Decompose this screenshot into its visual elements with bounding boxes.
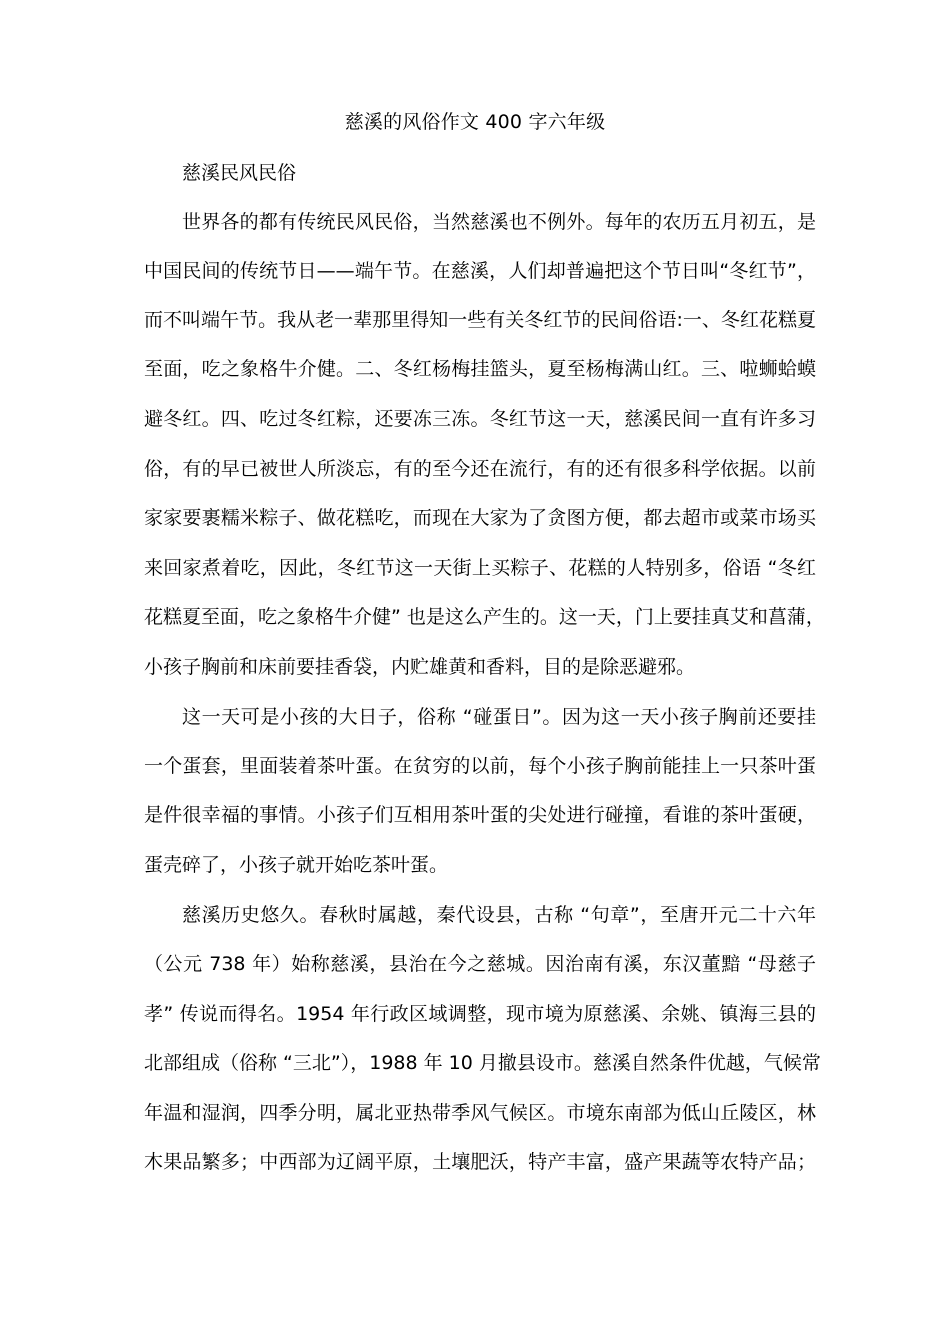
paragraph-1-line-8: 来回家煮着吃，因此，冬红节这一天街上买粽子、花糕的人特别多，俗语 “冬红: [144, 557, 816, 579]
document-subtitle: 慈溪民风民俗: [182, 162, 297, 184]
paragraph-3-line-3: 孝” 传说而得名。1954 年行政区域调整，现市境为原慈溪、余姚、镇海三县的: [144, 1003, 816, 1025]
paragraph-1-line-5: 避冬红。四、吃过冬红粽，还要冻三冻。冬红节这一天，慈溪民间一直有许多习: [144, 408, 816, 430]
paragraph-1-line-10: 小孩子胸前和床前要挂香袋，内贮雄黄和香料，目的是除恶避邪。: [144, 656, 696, 678]
paragraph-3-line-4: 北部组成（俗称 “三北”），1988 年 10 月撤县设市。慈溪自然条件优越，气候常: [144, 1052, 821, 1074]
paragraph-2-line-1: 这一天可是小孩的大日子，俗称 “碰蛋日”。因为这一天小孩子胸前还要挂: [182, 706, 816, 728]
paragraph-1-line-7: 家家要裹糯米粽子、做花糕吃，而现在大家为了贪图方便，都去超市或菜市场买: [144, 507, 816, 529]
paragraph-1-line-4: 至面，吃之象格牛介健。二、冬红杨梅挂篮头，夏至杨梅满山红。三、啦蛳蛤蟆: [144, 358, 816, 380]
paragraph-2-line-3: 是件很幸福的事情。小孩子们互相用茶叶蛋的尖处进行碰撞，看谁的茶叶蛋硬，: [144, 804, 816, 826]
paragraph-2-line-4: 蛋壳碎了，小孩子就开始吃茶叶蛋。: [144, 854, 449, 876]
paragraph-1-line-2: 中国民间的传统节日——端午节。在慈溪，人们却普遍把这个节日叫“冬红节”，: [144, 260, 816, 282]
paragraph-1-line-3: 而不叫端午节。我从老一辈那里得知一些有关冬红节的民间俗语:一、冬红花糕夏: [144, 309, 816, 331]
paragraph-3-line-6: 木果品繁多；中西部为辽阔平原，土壤肥沃，特产丰富，盛产果蔬等农特产品；: [144, 1151, 816, 1173]
paragraph-1-line-1: 世界各的都有传统民风民俗，当然慈溪也不例外。每年的农历五月初五，是: [182, 211, 816, 233]
paragraph-3-line-5: 年温和湿润，四季分明，属北亚热带季风气候区。市境东南部为低山丘陵区，林: [144, 1102, 816, 1124]
paragraph-1-line-6: 俗，有的早已被世人所淡忘，有的至今还在流行，有的还有很多科学依据。以前: [144, 458, 816, 480]
paragraph-3-line-1: 慈溪历史悠久。春秋时属越，秦代设县，古称 “句章”，至唐开元二十六年: [182, 904, 816, 926]
paragraph-3-line-2: （公元 738 年）始称慈溪，县治在今之慈城。因治南有溪，东汉董黯 “母慈子: [144, 953, 816, 975]
paragraph-2-line-2: 一个蛋套，里面装着茶叶蛋。在贫穷的以前，每个小孩子胸前能挂上一只茶叶蛋: [144, 755, 816, 777]
document-title: 慈溪的风俗作文 400 字六年级: [344, 111, 606, 133]
paragraph-1-line-9: 花糕夏至面，吃之象格牛介健” 也是这么产生的。这一天，门上要挂真艾和菖蒲，: [144, 606, 825, 628]
